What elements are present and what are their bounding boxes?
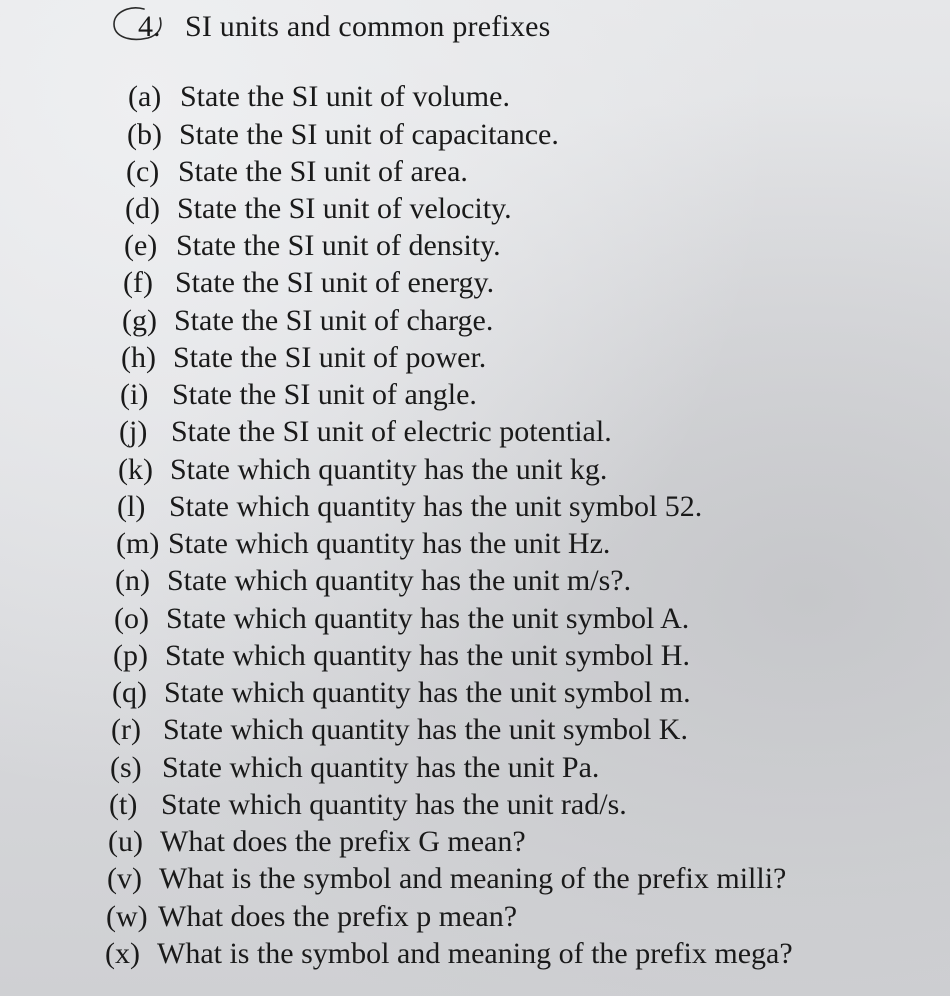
list-item	[108, 825, 526, 859]
list-item	[124, 229, 501, 263]
question-label: (b)	[127, 118, 162, 151]
question-number: 4.	[138, 10, 161, 43]
list-item	[114, 602, 689, 636]
question-text: State the SI unit of angle.	[172, 378, 477, 411]
question-text: State the SI unit of capacitance.	[179, 118, 559, 151]
list-item	[120, 378, 477, 412]
question-label: (a)	[128, 80, 162, 113]
question-label: (t)	[109, 788, 138, 821]
question-label: (s)	[110, 751, 142, 784]
question-text: What is the symbol and meaning of the prefix mega?	[157, 937, 793, 970]
question-text: What does the prefix p mean?	[158, 900, 518, 933]
list-item	[116, 527, 610, 561]
list-item	[126, 155, 468, 189]
list-item	[125, 192, 512, 226]
question-label: (n)	[115, 564, 150, 597]
question-text: State which quantity has the unit symbol 52.	[169, 490, 703, 523]
question-label: (f)	[123, 266, 153, 299]
list-item	[109, 788, 627, 822]
question-label: (e)	[124, 229, 158, 262]
question-label: (w)	[106, 900, 148, 933]
question-text: State which quantity has the unit Pa.	[162, 751, 600, 784]
question-label: (m)	[116, 527, 160, 560]
question-label: (q)	[112, 676, 147, 709]
question-text: State which quantity has the unit symbol H.	[165, 639, 690, 672]
list-item	[111, 713, 688, 747]
list-item	[115, 564, 631, 598]
question-label: (d)	[125, 192, 160, 225]
question-text: What is the symbol and meaning of the prefix milli?	[159, 862, 787, 895]
question-label: (v)	[107, 862, 142, 895]
question-text: State the SI unit of density.	[176, 229, 501, 262]
list-item	[121, 341, 486, 375]
question-text: State which quantity has the unit Hz.	[168, 527, 611, 560]
question-label: (u)	[108, 825, 143, 858]
question-label: (o)	[114, 602, 149, 635]
question-label: (l)	[117, 490, 146, 523]
question-text: State the SI unit of energy.	[175, 266, 495, 299]
list-item	[113, 639, 690, 673]
question-text: State the SI unit of volume.	[180, 80, 510, 113]
list-item	[128, 80, 510, 114]
question-text: State the SI unit of electric potential.	[171, 415, 612, 448]
question-text: What does the prefix G mean?	[160, 825, 526, 858]
question-label: (h)	[121, 341, 156, 374]
question-text: State which quantity has the unit m/s?.	[167, 564, 632, 597]
list-item	[117, 490, 702, 524]
question-text: State which quantity has the unit symbol K.	[163, 713, 688, 746]
list-item	[119, 415, 612, 449]
list-item	[106, 900, 517, 934]
question-label: (p)	[113, 639, 148, 672]
question-text: State the SI unit of charge.	[174, 304, 494, 337]
question-text: State which quantity has the unit symbol A.	[166, 602, 690, 635]
question-text: State the SI unit of area.	[178, 155, 468, 188]
question-label: (j)	[119, 415, 148, 448]
list-item	[112, 676, 691, 710]
question-label: (i)	[120, 378, 149, 411]
list-item	[110, 751, 599, 785]
question-label: (r)	[111, 713, 141, 746]
list-item	[107, 862, 786, 896]
list-item	[127, 118, 559, 152]
question-text: State which quantity has the unit rad/s.	[161, 788, 627, 821]
question-text: State which quantity has the unit kg.	[170, 453, 608, 486]
list-item	[122, 304, 493, 338]
question-label: (c)	[126, 155, 160, 188]
section-title: SI units and common prefixes	[185, 10, 551, 43]
list-item	[118, 453, 607, 487]
question-label: (g)	[122, 304, 157, 337]
question-label: (k)	[118, 453, 153, 486]
question-text: State the SI unit of power.	[173, 341, 487, 374]
list-item	[123, 266, 494, 300]
question-label: (x)	[105, 937, 140, 970]
list-item	[105, 937, 793, 971]
question-text: State the SI unit of velocity.	[177, 192, 512, 225]
question-text: State which quantity has the unit symbol m.	[164, 676, 691, 709]
